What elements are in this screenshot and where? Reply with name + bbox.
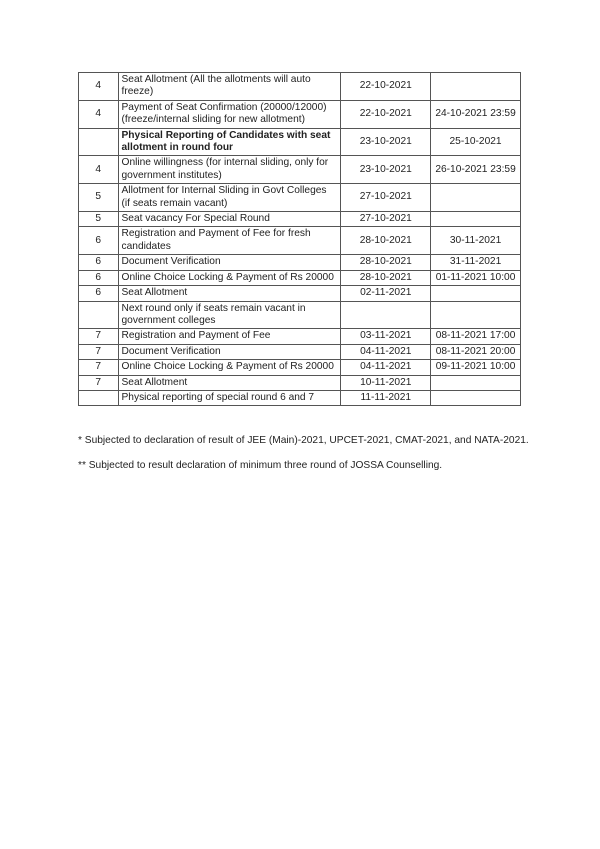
end-date-cell — [431, 375, 521, 390]
event-cell: Online Choice Locking & Payment of Rs 20000 — [118, 270, 341, 285]
schedule-table-body — [79, 73, 521, 406]
end-date-cell: 24-10-2021 23:59 — [431, 100, 521, 128]
footnote-2: ** Subjected to result declaration of minimum three round of JOSSA Counselling. — [78, 460, 443, 471]
end-date-cell: 08-11-2021 17:00 — [431, 329, 521, 344]
table-row — [79, 184, 521, 212]
table-row — [79, 227, 521, 255]
event-cell: Allotment for Internal Sliding in Govt Colleges (if seats remain vacant) — [118, 184, 341, 212]
event-cell: Registration and Payment of Fee for fresh candidates — [118, 227, 341, 255]
table-row — [79, 286, 521, 301]
schedule-table — [78, 72, 521, 406]
start-date-cell: 03-11-2021 — [341, 329, 431, 344]
round-cell — [79, 390, 119, 405]
event-cell: Seat vacancy For Special Round — [118, 212, 341, 227]
event-cell: Physical Reporting of Candidates with seat allotment in round four — [118, 128, 341, 156]
end-date-cell — [431, 73, 521, 101]
end-date-cell: 08-11-2021 20:00 — [431, 344, 521, 359]
start-date-cell: 04-11-2021 — [341, 360, 431, 375]
round-cell: 7 — [79, 375, 119, 390]
event-cell: Next round only if seats remain vacant in government colleges — [118, 301, 341, 329]
start-date-cell: 04-11-2021 — [341, 344, 431, 359]
end-date-cell — [431, 286, 521, 301]
round-cell — [79, 301, 119, 329]
footnotes — [78, 434, 548, 484]
start-date-cell: 27-10-2021 — [341, 212, 431, 227]
start-date-cell: 27-10-2021 — [341, 184, 431, 212]
end-date-cell — [431, 301, 521, 329]
round-cell: 4 — [79, 73, 119, 101]
table-row — [79, 375, 521, 390]
start-date-cell: 28-10-2021 — [341, 255, 431, 270]
event-cell: Physical reporting of special round 6 and 7 — [118, 390, 341, 405]
event-cell: Seat Allotment — [118, 375, 341, 390]
table-row — [79, 301, 521, 329]
table-row — [79, 255, 521, 270]
end-date-cell — [431, 184, 521, 212]
table-row — [79, 360, 521, 375]
event-cell: Document Verification — [118, 255, 341, 270]
end-date-cell: 09-11-2021 10:00 — [431, 360, 521, 375]
table-row — [79, 390, 521, 405]
event-cell: Online Choice Locking & Payment of Rs 20000 — [118, 360, 341, 375]
table-row — [79, 156, 521, 184]
footnote-1: * Subjected to declaration of result of JEE (Main)-2021, UPCET-2021, CMAT-2021, and NATA-2021. — [78, 435, 529, 446]
end-date-cell: 26-10-2021 23:59 — [431, 156, 521, 184]
start-date-cell: 10-11-2021 — [341, 375, 431, 390]
table-row — [79, 344, 521, 359]
end-date-cell: 25-10-2021 — [431, 128, 521, 156]
round-cell: 7 — [79, 344, 119, 359]
round-cell: 6 — [79, 270, 119, 285]
table-row — [79, 329, 521, 344]
start-date-cell — [341, 301, 431, 329]
round-cell: 6 — [79, 255, 119, 270]
start-date-cell: 11-11-2021 — [341, 390, 431, 405]
end-date-cell: 30-11-2021 — [431, 227, 521, 255]
event-cell: Payment of Seat Confirmation (20000/12000) (freeze/internal sliding for new allotment) — [118, 100, 341, 128]
event-cell: Seat Allotment (All the allotments will auto freeze) — [118, 73, 341, 101]
start-date-cell: 22-10-2021 — [341, 100, 431, 128]
start-date-cell: 23-10-2021 — [341, 128, 431, 156]
round-cell: 5 — [79, 212, 119, 227]
end-date-cell — [431, 212, 521, 227]
end-date-cell — [431, 390, 521, 405]
event-cell: Document Verification — [118, 344, 341, 359]
event-cell: Registration and Payment of Fee — [118, 329, 341, 344]
table-row — [79, 73, 521, 101]
table-row — [79, 128, 521, 156]
round-cell: 6 — [79, 286, 119, 301]
table-row — [79, 270, 521, 285]
round-cell: 4 — [79, 100, 119, 128]
start-date-cell: 28-10-2021 — [341, 270, 431, 285]
end-date-cell: 31-11-2021 — [431, 255, 521, 270]
start-date-cell: 28-10-2021 — [341, 227, 431, 255]
table-row — [79, 212, 521, 227]
start-date-cell: 23-10-2021 — [341, 156, 431, 184]
round-cell: 5 — [79, 184, 119, 212]
event-cell: Online willingness (for internal sliding, only for government institutes) — [118, 156, 341, 184]
round-cell: 7 — [79, 360, 119, 375]
start-date-cell: 02-11-2021 — [341, 286, 431, 301]
round-cell: 6 — [79, 227, 119, 255]
round-cell: 7 — [79, 329, 119, 344]
round-cell: 4 — [79, 156, 119, 184]
start-date-cell: 22-10-2021 — [341, 73, 431, 101]
end-date-cell: 01-11-2021 10:00 — [431, 270, 521, 285]
table-row — [79, 100, 521, 128]
event-cell: Seat Allotment — [118, 286, 341, 301]
round-cell — [79, 128, 119, 156]
